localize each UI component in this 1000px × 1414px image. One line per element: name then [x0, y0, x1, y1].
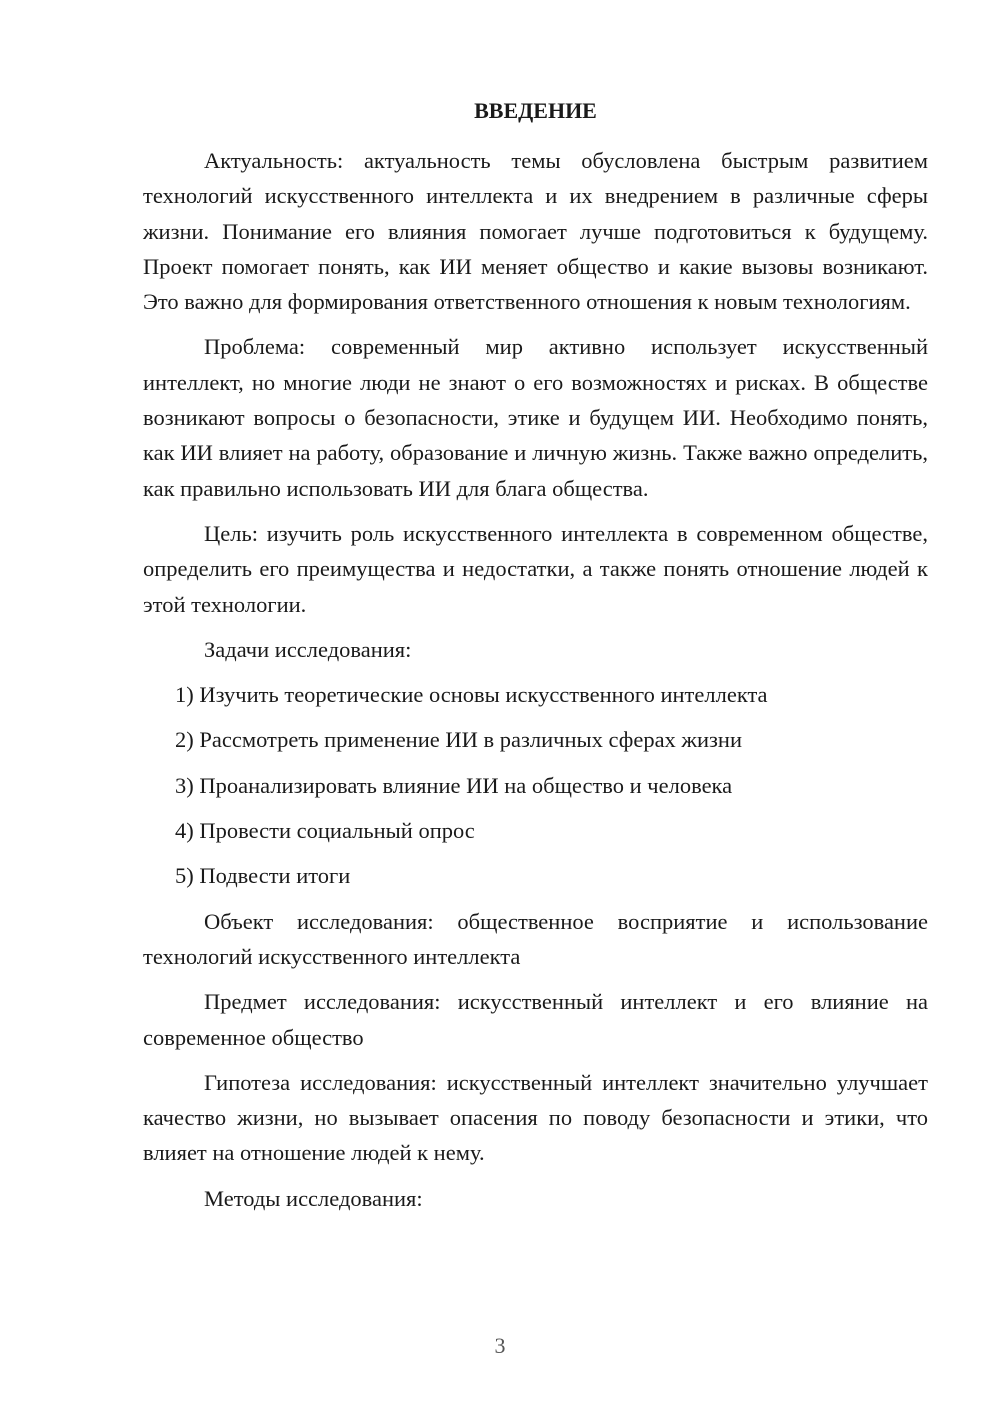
list-item: 1) Изучить теоретические основы искусственного интеллекта: [175, 682, 768, 708]
paragraph-hypothesis: Гипотеза исследования: искусственный интеллект значительно улучшает качество жизни, но вызывает опасения по поводу безопасности и этики, что влияет на отношение людей к нему.: [143, 1069, 928, 1166]
list-item: 5) Подвести итоги: [175, 863, 351, 889]
paragraph-subject: Предмет исследования: искусственный интеллект и его влияние на современное общество: [143, 989, 928, 1050]
paragraph-relevance: Актуальность: актуальность темы обусловлена быстрым развитием технологий искусственного интеллекта и их внедрением в различные сферы жизни. Понимание его влияния помогает лучше подготовиться к будущему. Проект помогает понять, как ИИ меняет общество и какие вызовы возникают. Это важно для формирования ответственного отношения к новым технологиям.: [143, 148, 928, 315]
paragraph-goal: Цель: изучить роль искусственного интеллекта в современном обществе, определить его преимущества и недостатки, а также понять отношение людей к этой технологии.: [143, 520, 928, 617]
paragraph-problem: Проблема: современный мир активно использует искусственный интеллект, но многие люди не знают о его возможностях и рисках. В обществе возникают вопросы о безопасности, этике и будущем ИИ. Необходимо понять, как ИИ влияет на работу, образование и личную жизнь. Также важно определить, как правильно использовать ИИ для блага общества.: [143, 334, 928, 501]
document-body: [143, 143, 928, 1226]
list-item: 3) Проанализировать влияние ИИ на общество и человека: [175, 772, 733, 798]
tasks-list: [143, 677, 928, 893]
list-item: 4) Провести социальный опрос: [175, 818, 475, 844]
page-number: 3: [494, 1333, 506, 1358]
paragraph-object: Объект исследования: общественное восприятие и использование технологий искусственного интеллекта: [143, 908, 928, 969]
methods-heading: Методы исследования:: [204, 1185, 423, 1211]
list-item: 2) Рассмотреть применение ИИ в различных сферах жизни: [175, 727, 742, 753]
page-title: ВВЕДЕНИЕ: [474, 98, 597, 123]
tasks-heading: Задачи исследования:: [204, 636, 412, 662]
